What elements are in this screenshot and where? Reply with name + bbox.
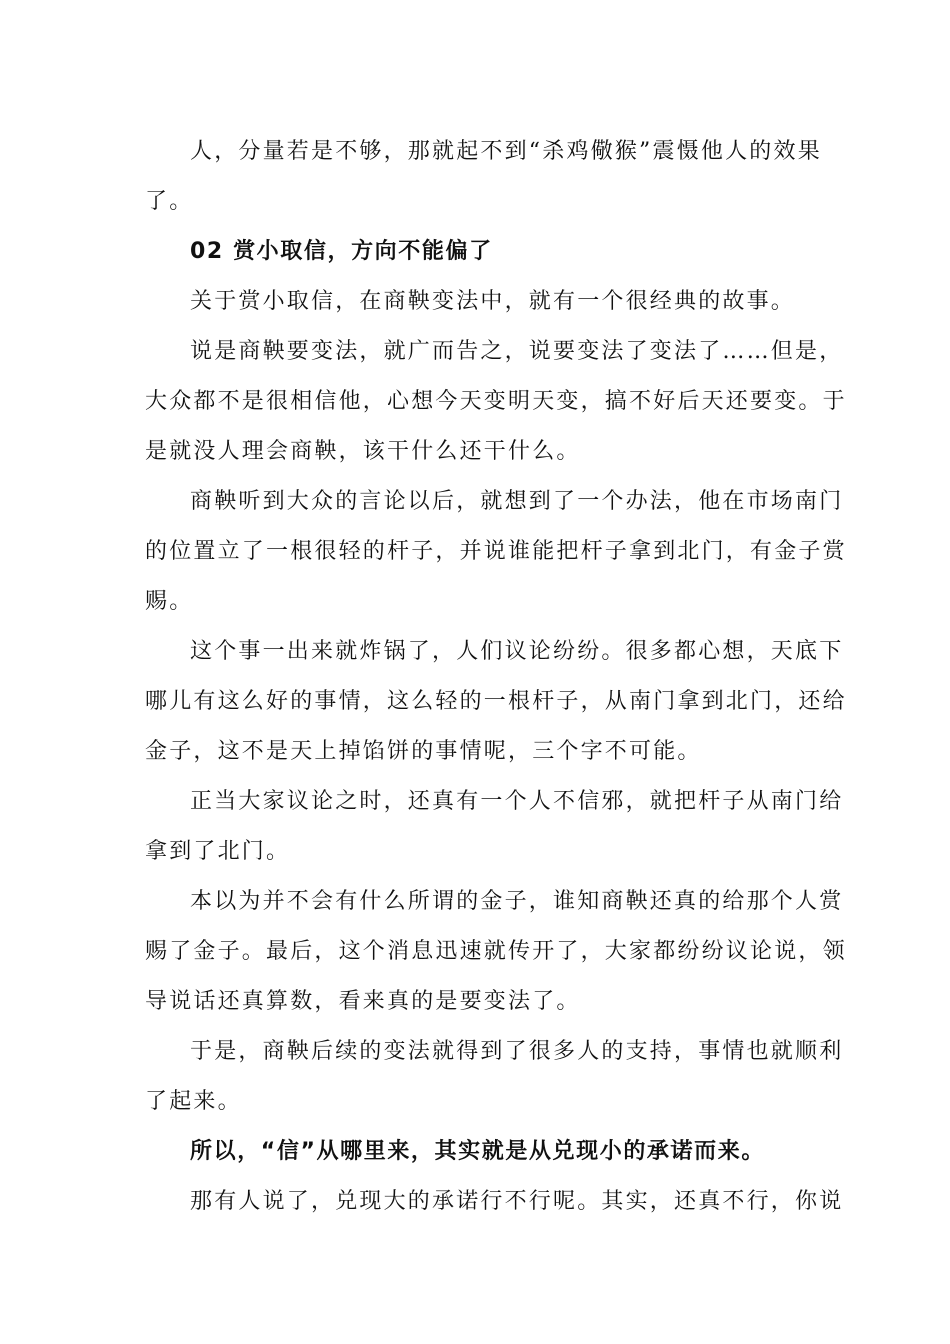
body-line: 说是商鞅要变法，就广而告之，说要变法了变法了……但是， (190, 339, 844, 364)
body-line: 赐了金子。最后，这个消息迅速就传开了，大家都纷纷议论说，领 (145, 939, 847, 964)
body-line: 拿到了北门。 (145, 839, 291, 864)
body-line: 人，分量若是不够，那就起不到“杀鸡儆猴”震慑他人的效果 (190, 139, 822, 164)
body-line: 那有人说了，兑现大的承诺行不行呢。其实，还真不行，你说 (190, 1189, 844, 1214)
body-line: 金子，这不是天上掉馅饼的事情呢，三个字不可能。 (145, 739, 702, 764)
body-line: 是就没人理会商鞅，该干什么还干什么。 (145, 439, 581, 464)
body-line: 正当大家议论之时，还真有一个人不信邪，就把杆子从南门给 (190, 789, 844, 814)
body-line: 商鞅听到大众的言论以后，就想到了一个办法，他在市场南门 (190, 489, 844, 514)
body-line: 哪儿有这么好的事情，这么轻的一根杆子，从南门拿到北门，还给 (145, 689, 847, 714)
body-line: 大众都不是很相信他，心想今天变明天变，搞不好后天还要变。于 (145, 389, 847, 414)
body-line: 导说话还真算数，看来真的是要变法了。 (145, 989, 581, 1014)
body-line: 关于赏小取信，在商鞅变法中，就有一个很经典的故事。 (190, 289, 796, 314)
body-line: 了起来。 (145, 1089, 242, 1114)
body-line: 的位置立了一根很轻的杆子，并说谁能把杆子拿到北门，有金子赏 (145, 539, 847, 564)
body-line: 了。 (145, 189, 194, 214)
body-line: 本以为并不会有什么所谓的金子，谁知商鞅还真的给那个人赏 (190, 889, 844, 914)
emphasis-line: 所以，“信”从哪里来，其实就是从兑现小的承诺而来。 (190, 1139, 765, 1164)
section-heading: 02 赏小取信，方向不能偏了 (190, 239, 493, 264)
body-line: 于是，商鞅后续的变法就得到了很多人的支持，事情也就顺利 (190, 1039, 844, 1064)
body-line: 赐。 (145, 589, 194, 614)
body-line: 这个事一出来就炸锅了，人们议论纷纷。很多都心想，天底下 (190, 639, 844, 664)
